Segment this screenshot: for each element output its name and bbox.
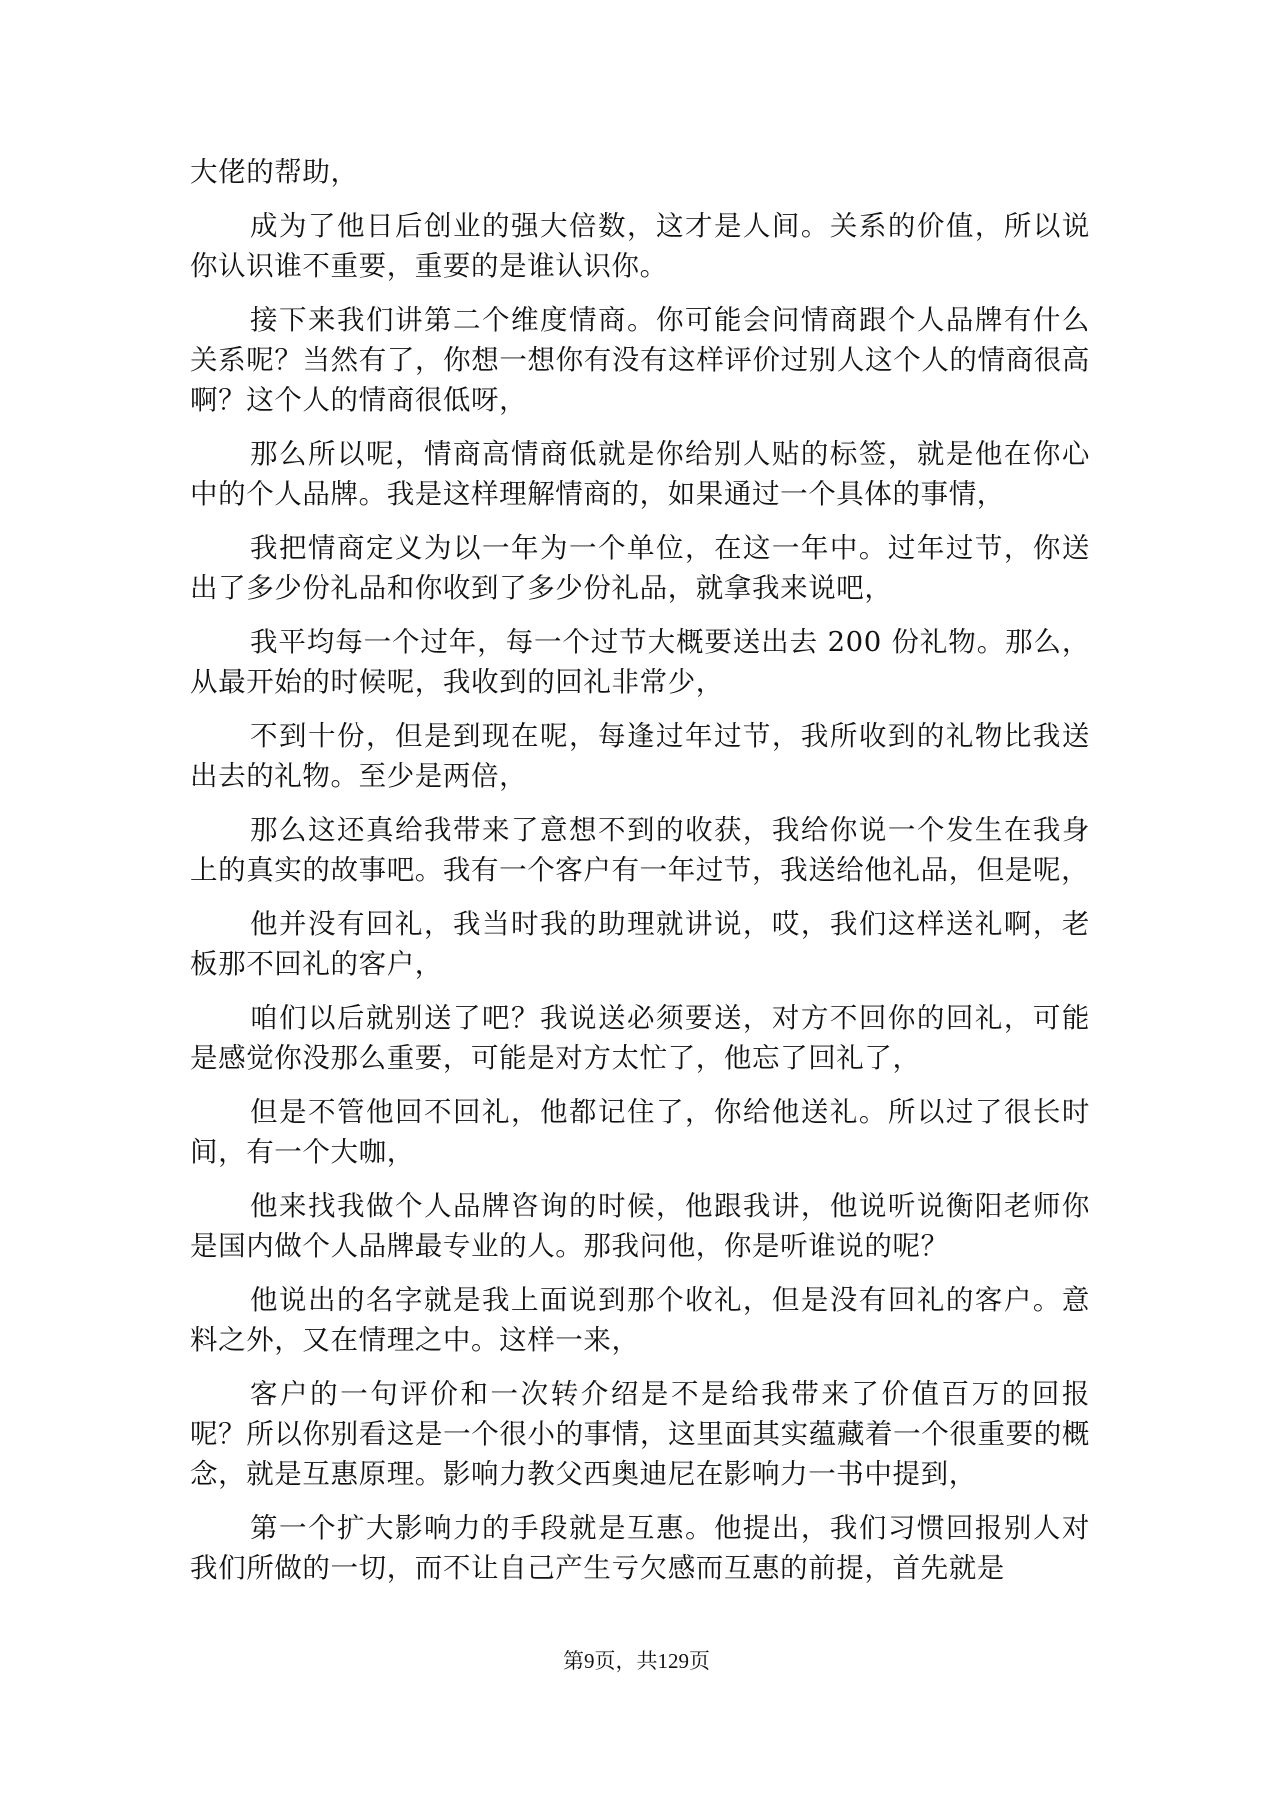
paragraph: 不到十份，但是到现在呢，每逢过年过节，我所收到的礼物比我送出去的礼物。至少是两倍， (190, 720, 1090, 792)
paragraph: 接下来我们讲第二个维度情商。你可能会问情商跟个人品牌有什么关系呢？当然有了，你想一想你有没有这样评价过别人这个人的情商很高啊？这个人的情商很低呀， (190, 304, 1090, 416)
paragraph: 我把情商定义为以一年为一个单位，在这一年中。过年过节，你送出了多少份礼品和你收到了多少份礼品，就拿我来说吧， (190, 532, 1090, 604)
paragraph: 那么所以呢，情商高情商低就是你给别人贴的标签，就是他在你心中的个人品牌。我是这样理解情商的，如果通过一个具体的事情， (190, 438, 1090, 510)
paragraph: 第一个扩大影响力的手段就是互惠。他提出，我们习惯回报别人对我们所做的一切，而不让自己产生亏欠感而互惠的前提，首先就是 (190, 1512, 1090, 1584)
paragraph: 但是不管他回不回礼，他都记住了，你给他送礼。所以过了很长时间，有一个大咖， (190, 1096, 1090, 1168)
page-number-footer: 第9页，共129页 (563, 1649, 710, 1673)
paragraph: 他说出的名字就是我上面说到那个收礼，但是没有回礼的客户。意料之外，又在情理之中。这样一来， (190, 1284, 1090, 1356)
paragraph: 我平均每一个过年，每一个过节大概要送出去 200 份礼物。那么，从最开始的时候呢，我收到的回礼非常少， (190, 626, 1090, 698)
paragraph: 大佬的帮助， (190, 156, 359, 188)
paragraph: 他并没有回礼，我当时我的助理就讲说，哎，我们这样送礼啊，老板那不回礼的客户， (190, 908, 1090, 980)
paragraph: 那么这还真给我带来了意想不到的收获，我给你说一个发生在我身上的真实的故事吧。我有一个客户有一年过节，我送给他礼品，但是呢， (190, 814, 1090, 886)
paragraph: 成为了他日后创业的强大倍数，这才是人间。关系的价值，所以说你认识谁不重要，重要的是谁认识你。 (190, 210, 1090, 282)
paragraph: 咱们以后就别送了吧？我说送必须要送，对方不回你的回礼，可能是感觉你没那么重要，可能是对方太忙了，他忘了回礼了， (190, 1002, 1090, 1074)
document-body (190, 152, 1090, 1602)
paragraph: 他来找我做个人品牌咨询的时候，他跟我讲，他说听说衡阳老师你是国内做个人品牌最专业的人。那我问他，你是听谁说的呢？ (190, 1190, 1090, 1262)
paragraph: 客户的一句评价和一次转介绍是不是给我带来了价值百万的回报呢？所以你别看这是一个很小的事情，这里面其实蕴藏着一个很重要的概念，就是互惠原理。影响力教父西奥迪尼在影响力一书中提到， (190, 1378, 1090, 1490)
